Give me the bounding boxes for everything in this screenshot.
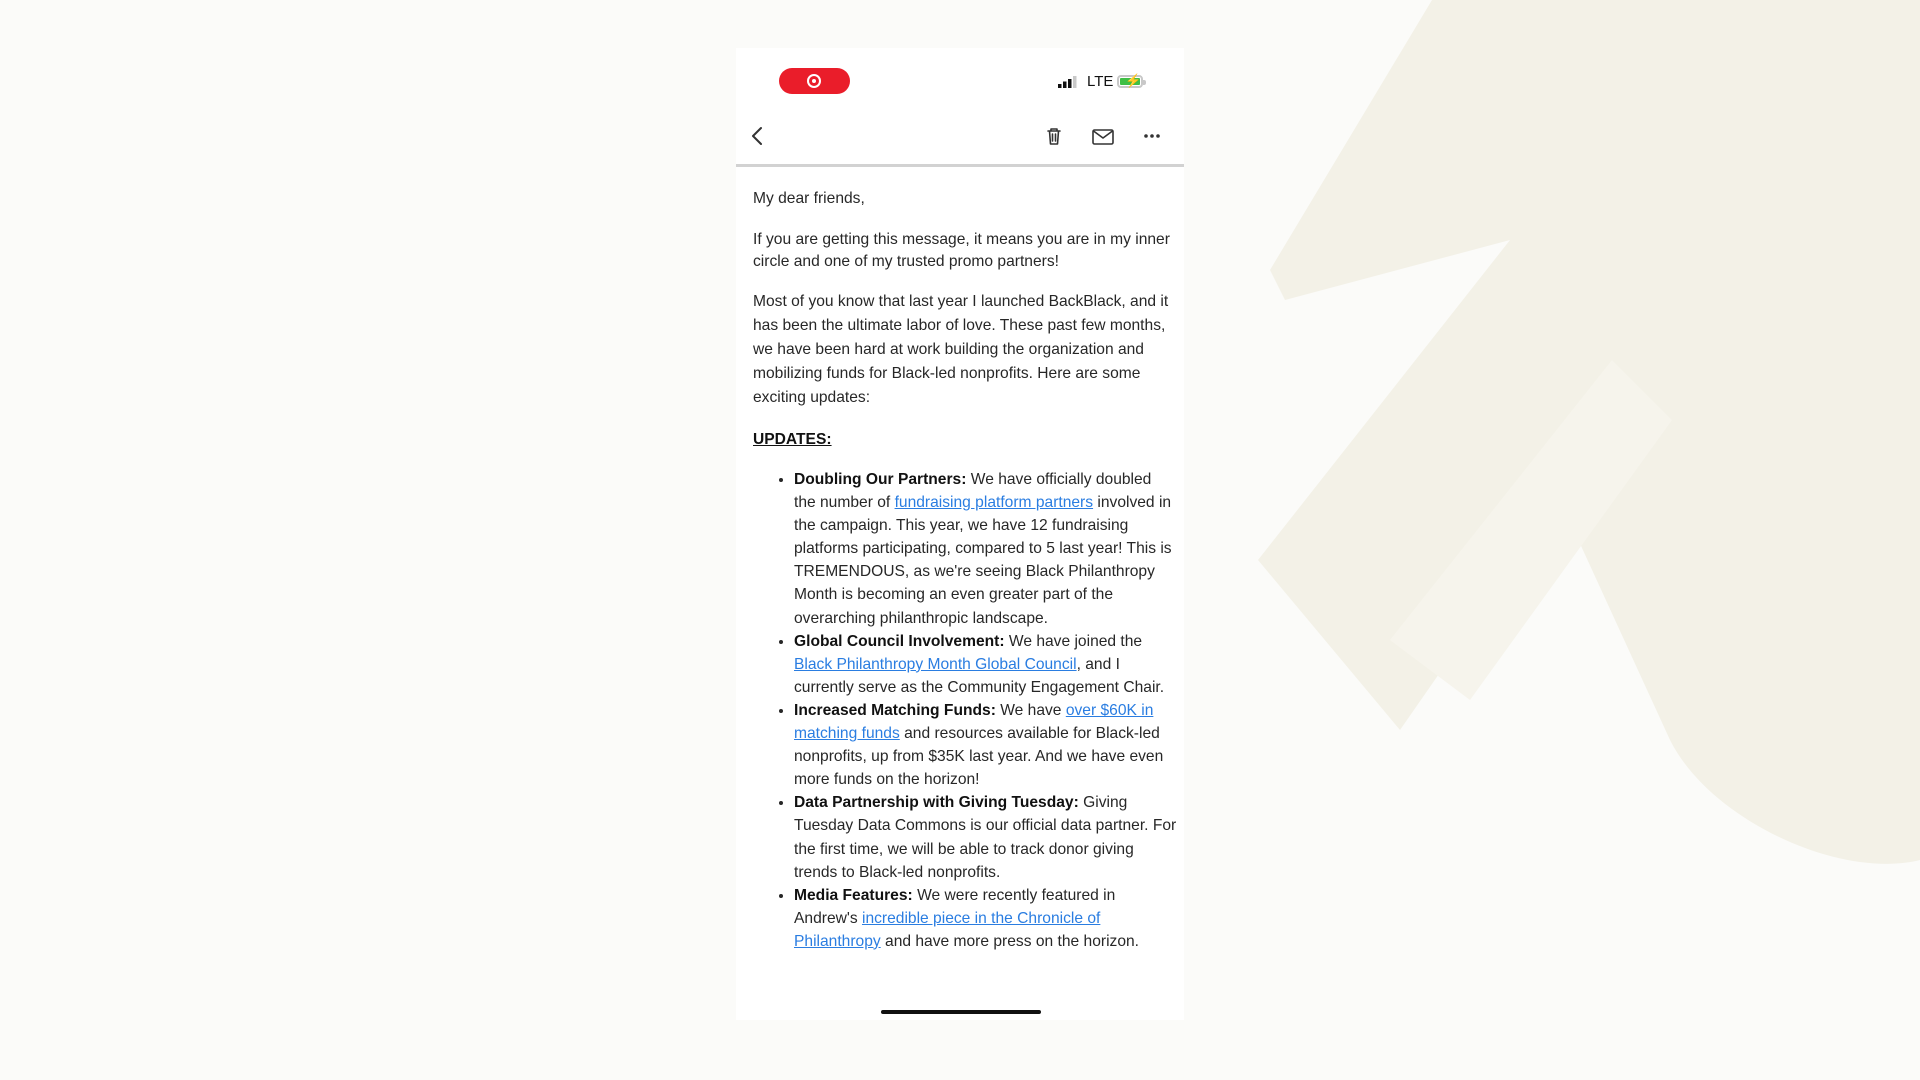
updates-list <box>753 468 1177 953</box>
sender-row-scrolled <box>750 167 1050 179</box>
more-options-button[interactable] <box>1138 122 1166 150</box>
update-item: • Global Council Involvement: We have joined the Black Philanthropy Month Global Council, and I currently serve as the Community Engagement Chair. <box>794 630 1177 699</box>
global-council-link[interactable]: Black Philanthropy Month Global Council <box>794 655 1077 673</box>
update-title: Data Partnership with Giving Tuesday: <box>794 794 1079 812</box>
status-bar <box>736 48 1184 112</box>
envelope-icon <box>1089 122 1117 150</box>
trash-icon <box>1040 122 1068 150</box>
matching-funds-link[interactable]: over $60K in matching funds <box>794 701 1154 743</box>
email-paragraph: Most of you know that last year I launched BackBlack, and it has been the ultimate labor of love. These past few months, we have been hard at work building the organization and mobilizing funds for Black-led nonprofits. Here are some exciting updates: <box>753 293 1169 406</box>
fundraising-partners-link[interactable]: fundraising platform partners <box>894 494 1094 512</box>
delete-button[interactable] <box>1040 122 1068 150</box>
update-item: • Doubling Our Partners: We have officially doubled the number of fundraising platform partners involved in the campaign. This year, we have 12 fundraising platforms participating, compared to 5 last year! This is TREMENDOUS, as we're seeing Black Philanthropy Month is becoming an even greater part of the overarching philanthropic landscape. <box>794 468 1177 630</box>
battery-charging-icon: ⚡ <box>1117 75 1143 88</box>
update-item: • Increased Matching Funds: We have over $60K in matching funds and resources available for Black-led nonprofits, up from $35K last year. And we have even more funds on the horizon! <box>794 699 1177 791</box>
update-item: • Media Features: We were recently featured in Andrew's incredible piece in the Chronicle of Philanthropy and have more press on the horizon. <box>794 884 1177 953</box>
screen-record-indicator[interactable] <box>779 68 850 94</box>
mark-unread-button[interactable] <box>1089 122 1117 150</box>
email-body <box>753 187 1177 953</box>
cellular-signal-icon <box>1058 76 1080 88</box>
home-indicator[interactable] <box>881 1010 1041 1014</box>
back-button[interactable] <box>744 122 772 150</box>
screen-record-icon <box>807 74 821 88</box>
updates-heading: UPDATES: <box>753 431 832 448</box>
update-title: Doubling Our Partners: <box>794 471 967 488</box>
email-toolbar <box>736 112 1184 164</box>
update-title: Global Council Involvement: <box>794 632 1005 650</box>
ellipsis-icon <box>1138 122 1166 150</box>
email-greeting: My dear friends, <box>753 190 865 207</box>
chevron-left-icon <box>744 122 772 150</box>
email-intro: If you are getting this message, it means you are in my inner circle and one of my trusted promo partners! <box>753 231 1170 270</box>
update-title: Media Features: <box>794 886 913 904</box>
update-item: • Data Partnership with Giving Tuesday: Giving Tuesday Data Commons is our official data partner. For the first time, we will be able to track donor giving trends to Black-led nonprofits. <box>794 791 1177 883</box>
chronicle-article-link[interactable]: incredible piece in the Chronicle of Philanthropy <box>794 909 1101 950</box>
network-type-label: LTE <box>1087 73 1114 90</box>
phone-screen <box>736 48 1184 1020</box>
update-title: Increased Matching Funds: <box>794 701 996 719</box>
